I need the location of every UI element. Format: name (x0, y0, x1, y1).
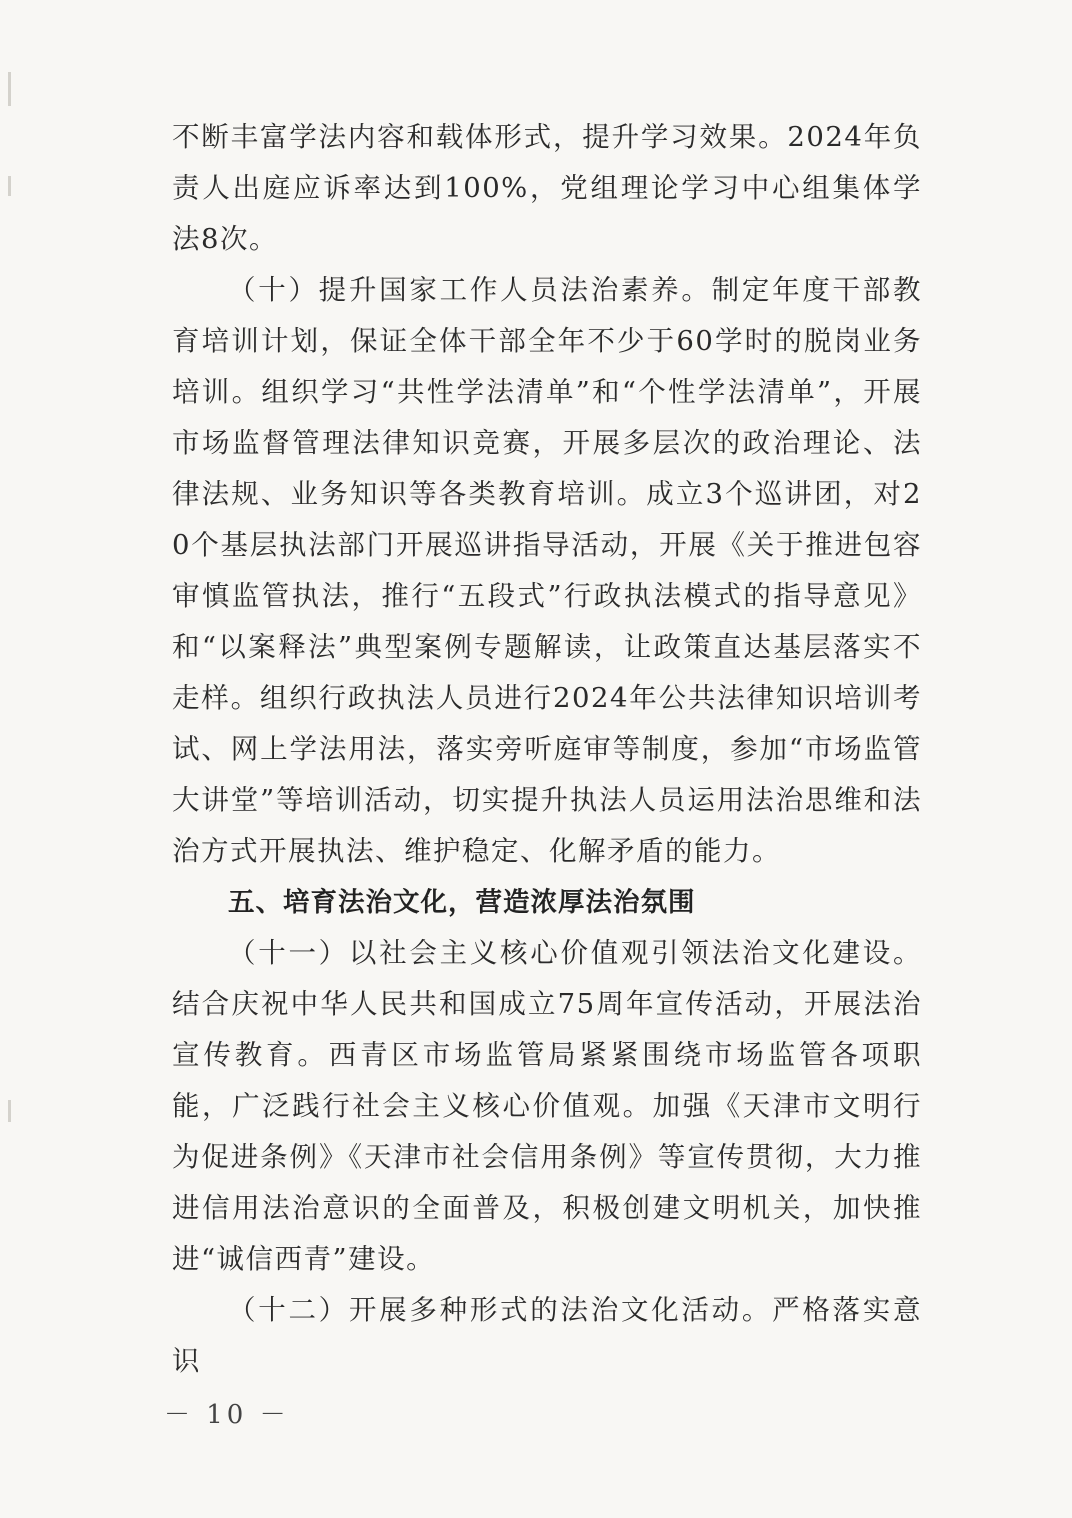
scan-edge-mark (8, 72, 11, 106)
scan-edge-mark (8, 1100, 11, 1122)
paragraph-core-values: （十一）以社会主义核心价值观引领法治文化建设。结合庆祝中华人民共和国成立75周年宣传活动，开展法治宣传教育。西青区市场监管局紧紧围绕市场监管各项职能，广泛践行社会主义核心价值观。加强《天津市文明行为促进条例》《天津市社会信用条例》等宣传贯彻，大力推进信用法治意识的全面普及，积极创建文明机关，加快推进“诚信西青”建设。 (172, 937, 922, 1275)
paragraph-culture-activities: （十二）开展多种形式的法治文化活动。严格落实意识 (172, 1294, 922, 1377)
paragraph-continued: 不断丰富学法内容和载体形式，提升学习效果。2024年负责人出庭应诉率达到100%，党组理论学习中心组集体学法8次。 (172, 121, 922, 255)
scan-edge-mark (8, 176, 11, 196)
paragraph-staff-legal-literacy: （十）提升国家工作人员法治素养。制定年度干部教育培训计划，保证全体干部全年不少于60学时的脱岗业务培训。组织学习“共性学法清单”和“个性学法清单”，开展市场监督管理法律知识竞赛，开展多层次的政治理论、法律法规、业务知识等各类教育培训。成立3个巡讲团，对20个基层执法部门开展巡讲指导活动，开展《关于推进包容审慎监管执法，推行“五段式”行政执法模式的指导意见》和“以案释法”典型案例专题解读，让政策直达基层落实不走样。组织行政执法人员进行2024年公共法律知识培训考试、网上学法用法，落实旁听庭审等制度，参加“市场监管大讲堂”等培训活动，切实提升执法人员运用法治思维和法治方式开展执法、维护稳定、化解矛盾的能力。 (172, 274, 922, 867)
section-heading: 五、培育法治文化，营造浓厚法治氛围 (228, 887, 696, 918)
document-body (172, 112, 922, 1387)
page-number: － 10 － (164, 1400, 290, 1430)
